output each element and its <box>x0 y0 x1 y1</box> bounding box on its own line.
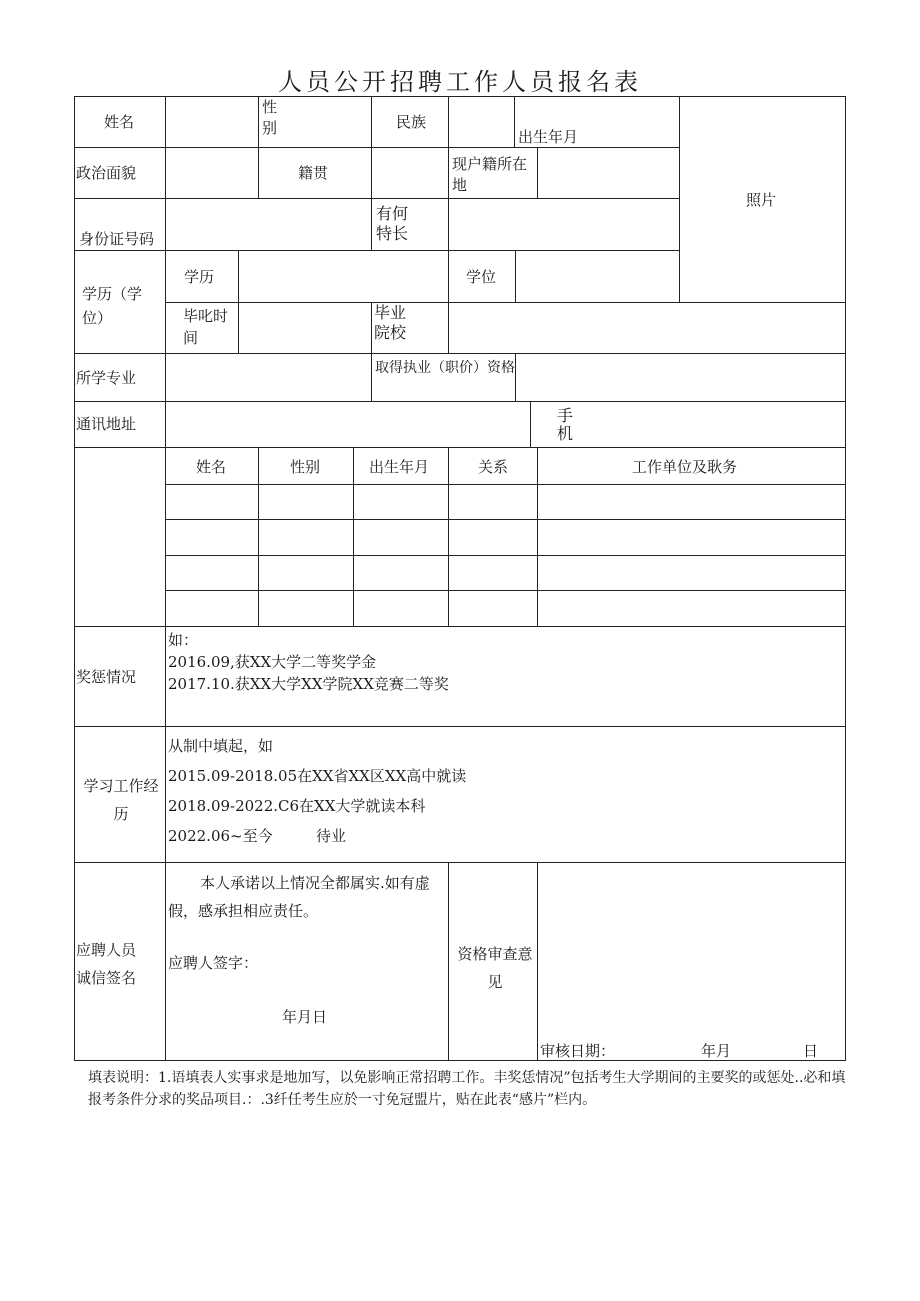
specialty-label: 有何特长 <box>376 204 409 243</box>
graduation-time-label: 毕叱时间 <box>183 307 229 347</box>
grid-line <box>74 447 846 448</box>
grid-line <box>371 96 372 250</box>
grid-line <box>165 590 845 591</box>
review-label: 资格审查意见 <box>457 945 533 991</box>
address-label: 通讯地址 <box>76 415 137 433</box>
awards-line: 2016.09,获XX大学二等奖学金 <box>168 653 377 671</box>
native-place-label: 籍贯 <box>298 164 329 182</box>
review-date-label: 审核日期： <box>540 1042 616 1060</box>
grid-line <box>74 862 846 863</box>
family-header-relation: 关系 <box>478 458 509 476</box>
grid-line <box>514 96 515 147</box>
outer-border-right <box>845 96 846 1061</box>
qualification-label: 取得执业（职价）资格 <box>375 360 515 376</box>
history-line: 2015.09-2018.05在XX省XX区XX高中就读 <box>168 767 467 785</box>
graduation-school-label: 毕业院校 <box>374 303 407 342</box>
outer-border-top <box>74 96 846 97</box>
degree-label: 学位 <box>466 268 497 286</box>
grid-line <box>679 96 680 302</box>
grid-line <box>353 447 354 626</box>
grid-line <box>537 447 538 626</box>
political-status-label: 政治面貌 <box>76 164 137 182</box>
history-label: 学习工作经历 <box>83 777 159 823</box>
grid-line <box>74 401 846 402</box>
grid-line <box>448 250 449 302</box>
grid-line <box>448 96 449 250</box>
footnote: 填表说明：1.语填表人实事求是地加写，以免影响正常招聘工作。丰奖恁情况”包括考生大学期间的主要奖的或惩处..必和填报考条件分求的奖品项目.：.3纤任考生应於一寸免冠盟片，贴在此表“感片”栏内。 <box>88 1070 846 1108</box>
name-label: 姓名 <box>104 113 135 131</box>
mobile-label: 手机 <box>557 406 574 443</box>
grid-line <box>165 484 845 485</box>
pledge-text: 本人承诺以上情况全都属实.如有虚假，感承担相应责任。 <box>168 874 430 920</box>
ethnicity-label: 民族 <box>396 113 427 131</box>
grid-line <box>258 447 259 626</box>
grid-line <box>258 96 259 198</box>
grid-line <box>74 726 846 727</box>
review-month: 年月 <box>701 1042 732 1060</box>
grid-line <box>74 626 846 627</box>
awards-label: 奖惩情况 <box>76 668 137 686</box>
hukou-location-label: 现户籍所在地 <box>452 155 528 194</box>
family-header-name: 姓名 <box>196 458 227 476</box>
grid-line <box>530 401 531 447</box>
pledge-date: 年月日 <box>282 1008 328 1026</box>
awards-line: 如： <box>168 631 199 649</box>
grid-line <box>371 302 372 401</box>
pledge-label: 应聘人员诚信签名 <box>76 941 137 987</box>
id-number-label: 身份证号码 <box>79 230 155 248</box>
grid-line <box>165 519 845 520</box>
grid-line <box>515 250 516 302</box>
family-header-birth: 出生年月 <box>369 458 430 476</box>
gender-label: 性别 <box>262 98 278 137</box>
review-day: 日 <box>803 1042 819 1060</box>
awards-line: 2017.10.获XX大学XX学院XX竞赛二等奖 <box>168 675 449 693</box>
history-line: 待业 <box>316 827 347 845</box>
signature-label: 应聘人签字： <box>168 954 259 972</box>
grid-line <box>165 96 166 1061</box>
grid-line <box>448 302 449 353</box>
grid-line <box>165 302 845 303</box>
history-line: 从制中填起，如 <box>168 737 274 755</box>
family-header-employer: 工作单位及耿务 <box>632 458 738 476</box>
major-label: 所学专业 <box>76 369 137 387</box>
photo-label: 照片 <box>746 191 777 209</box>
form-title: 人员公开招聘工作人员报名表 <box>278 68 642 96</box>
grid-line <box>448 447 449 626</box>
grid-line <box>165 555 845 556</box>
grid-line <box>74 353 846 354</box>
family-header-gender: 性别 <box>290 458 321 476</box>
outer-border-left <box>74 96 75 1061</box>
grid-line <box>448 862 449 1061</box>
education-group-label: 学历（学位） <box>82 285 143 327</box>
birth-label: 出生年月 <box>518 128 579 146</box>
history-line: 2018.09-2022.C6在XX大学就读本科 <box>168 797 426 815</box>
history-line: 2022.06~至今 <box>168 827 273 845</box>
education-label: 学历 <box>184 268 215 286</box>
